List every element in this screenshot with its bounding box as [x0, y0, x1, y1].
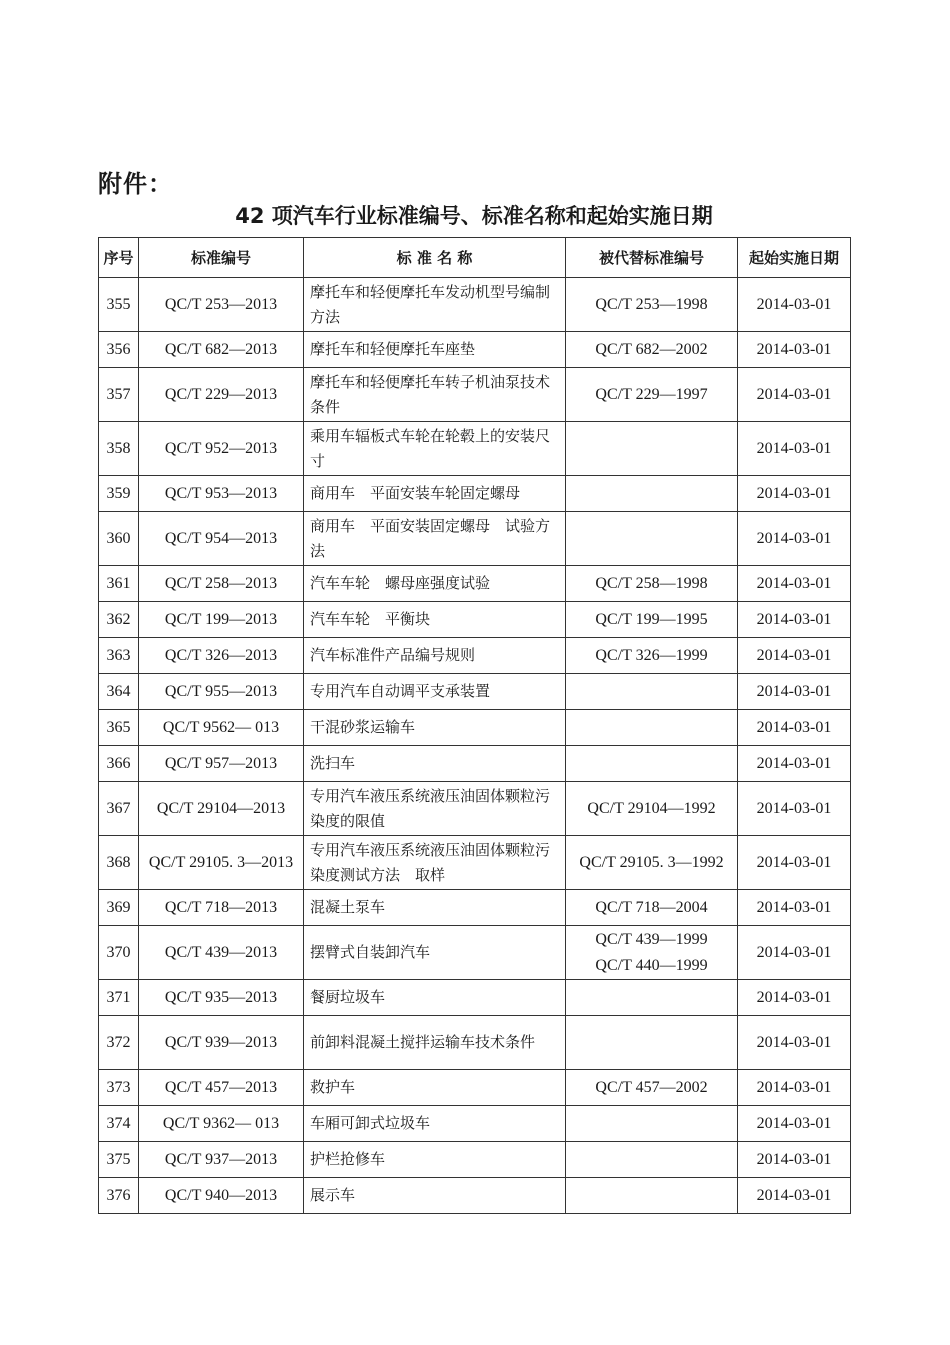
replaced-code: QC/T 199—1995 [595, 610, 708, 628]
table-row [99, 890, 851, 926]
table-row [99, 368, 851, 422]
row-replaced [566, 422, 738, 476]
row-replaced [566, 1016, 738, 1070]
row-date: 2014-03-01 [738, 1070, 851, 1106]
row-name: 汽车车轮 平衡块 [304, 602, 566, 638]
table-row [99, 674, 851, 710]
row-name: 摩托车和轻便摩托车转子机油泵技术条件 [304, 368, 566, 422]
row-seq: 373 [99, 1070, 139, 1106]
row-name: 前卸料混凝土搅拌运输车技术条件 [304, 1016, 566, 1070]
row-date: 2014-03-01 [738, 710, 851, 746]
row-replaced [566, 1142, 738, 1178]
row-date: 2014-03-01 [738, 782, 851, 836]
table-row [99, 512, 851, 566]
row-date: 2014-03-01 [738, 476, 851, 512]
row-code: QC/T 953—2013 [139, 476, 304, 512]
replaced-code: QC/T 253—1998 [595, 295, 708, 313]
row-name: 救护车 [304, 1070, 566, 1106]
row-name: 摆臂式自装卸汽车 [304, 926, 566, 980]
table-row [99, 1070, 851, 1106]
row-name: 车厢可卸式垃圾车 [304, 1106, 566, 1142]
table-row [99, 1106, 851, 1142]
row-code: QC/T 29105. 3—2013 [139, 836, 304, 890]
table-row [99, 332, 851, 368]
row-seq: 363 [99, 638, 139, 674]
row-seq: 355 [99, 278, 139, 332]
row-seq: 370 [99, 926, 139, 980]
row-name: 餐厨垃圾车 [304, 980, 566, 1016]
row-name: 混凝土泵车 [304, 890, 566, 926]
table-row [99, 836, 851, 890]
row-name: 商用车 平面安装固定螺母 试验方法 [304, 512, 566, 566]
row-date: 2014-03-01 [738, 368, 851, 422]
row-replaced [566, 746, 738, 782]
row-replaced [566, 980, 738, 1016]
header-code: 标准编号 [139, 238, 304, 278]
row-replaced [566, 566, 738, 602]
row-seq: 362 [99, 602, 139, 638]
row-code: QC/T 457—2013 [139, 1070, 304, 1106]
table-row [99, 980, 851, 1016]
row-seq: 371 [99, 980, 139, 1016]
header-date: 起始实施日期 [738, 238, 851, 278]
attachment-label: 附件： [98, 170, 173, 198]
row-date: 2014-03-01 [738, 890, 851, 926]
row-replaced [566, 638, 738, 674]
table-row [99, 926, 851, 980]
row-seq: 369 [99, 890, 139, 926]
row-date: 2014-03-01 [738, 674, 851, 710]
row-code: QC/T 258—2013 [139, 566, 304, 602]
row-seq: 375 [99, 1142, 139, 1178]
replaced-code: QC/T 682—2002 [595, 340, 708, 358]
row-name: 洗扫车 [304, 746, 566, 782]
row-replaced [566, 1178, 738, 1214]
row-seq: 368 [99, 836, 139, 890]
row-seq: 358 [99, 422, 139, 476]
row-date: 2014-03-01 [738, 1016, 851, 1070]
row-code: QC/T 29104—2013 [139, 782, 304, 836]
row-name: 乘用车辐板式车轮在轮毂上的安装尺寸 [304, 422, 566, 476]
row-replaced [566, 710, 738, 746]
row-name: 汽车车轮 螺母座强度试验 [304, 566, 566, 602]
row-seq: 357 [99, 368, 139, 422]
replaced-code: QC/T 326—1999 [595, 646, 708, 664]
row-code: QC/T 937—2013 [139, 1142, 304, 1178]
row-seq: 376 [99, 1178, 139, 1214]
row-code: QC/T 718—2013 [139, 890, 304, 926]
table-row [99, 422, 851, 476]
row-replaced [566, 278, 738, 332]
row-name: 摩托车和轻便摩托车发动机型号编制方法 [304, 278, 566, 332]
row-code: QC/T 682—2013 [139, 332, 304, 368]
row-seq: 360 [99, 512, 139, 566]
replaced-code: QC/T 440—1999 [595, 956, 708, 974]
row-date: 2014-03-01 [738, 1106, 851, 1142]
row-code: QC/T 229—2013 [139, 368, 304, 422]
standards-table [98, 237, 851, 1214]
row-code: QC/T 326—2013 [139, 638, 304, 674]
row-date: 2014-03-01 [738, 1142, 851, 1178]
replaced-code: QC/T 258—1998 [595, 574, 708, 592]
replaced-code: QC/T 439—1999 [595, 930, 708, 948]
replaced-code: QC/T 29104—1992 [587, 799, 716, 817]
row-code: QC/T 199—2013 [139, 602, 304, 638]
table-row [99, 602, 851, 638]
row-date: 2014-03-01 [738, 638, 851, 674]
row-code: QC/T 9562— 013 [139, 710, 304, 746]
row-seq: 374 [99, 1106, 139, 1142]
row-code: QC/T 940—2013 [139, 1178, 304, 1214]
row-seq: 366 [99, 746, 139, 782]
row-code: QC/T 957—2013 [139, 746, 304, 782]
row-replaced [566, 1070, 738, 1106]
table-body [99, 278, 851, 1214]
replaced-code: QC/T 718—2004 [595, 898, 708, 916]
header-name: 标 准 名 称 [304, 238, 566, 278]
row-date: 2014-03-01 [738, 746, 851, 782]
row-replaced [566, 674, 738, 710]
row-date: 2014-03-01 [738, 980, 851, 1016]
row-date: 2014-03-01 [738, 512, 851, 566]
row-seq: 359 [99, 476, 139, 512]
row-date: 2014-03-01 [738, 566, 851, 602]
row-name: 专用汽车液压系统液压油固体颗粒污染度测试方法 取样 [304, 836, 566, 890]
row-name: 商用车 平面安装车轮固定螺母 [304, 476, 566, 512]
row-code: QC/T 954—2013 [139, 512, 304, 566]
row-code: QC/T 955—2013 [139, 674, 304, 710]
row-name: 汽车标准件产品编号规则 [304, 638, 566, 674]
table-header-row [99, 238, 851, 278]
table-row [99, 1178, 851, 1214]
row-seq: 356 [99, 332, 139, 368]
row-date: 2014-03-01 [738, 602, 851, 638]
row-replaced [566, 368, 738, 422]
replaced-code: QC/T 457—2002 [595, 1078, 708, 1096]
table-row [99, 782, 851, 836]
row-seq: 361 [99, 566, 139, 602]
row-date: 2014-03-01 [738, 332, 851, 368]
row-date: 2014-03-01 [738, 278, 851, 332]
row-seq: 364 [99, 674, 139, 710]
row-name: 摩托车和轻便摩托车座垫 [304, 332, 566, 368]
row-replaced [566, 782, 738, 836]
table-row [99, 1142, 851, 1178]
row-code: QC/T 9362— 013 [139, 1106, 304, 1142]
row-code: QC/T 952—2013 [139, 422, 304, 476]
table-row [99, 566, 851, 602]
document-title: 42 项汽车行业标准编号、标准名称和起始实施日期 [235, 204, 713, 228]
table-row [99, 278, 851, 332]
row-seq: 372 [99, 1016, 139, 1070]
header-replaced: 被代替标准编号 [566, 238, 738, 278]
table-row [99, 710, 851, 746]
row-name: 护栏抢修车 [304, 1142, 566, 1178]
row-replaced [566, 332, 738, 368]
table-row [99, 746, 851, 782]
replaced-code: QC/T 229—1997 [595, 385, 708, 403]
row-replaced [566, 512, 738, 566]
row-date: 2014-03-01 [738, 422, 851, 476]
row-code: QC/T 939—2013 [139, 1016, 304, 1070]
row-name: 展示车 [304, 1178, 566, 1214]
table-row [99, 476, 851, 512]
row-seq: 365 [99, 710, 139, 746]
row-replaced [566, 476, 738, 512]
row-code: QC/T 935—2013 [139, 980, 304, 1016]
replaced-code: QC/T 29105. 3—1992 [579, 853, 724, 871]
row-name: 干混砂浆运输车 [304, 710, 566, 746]
table-row [99, 638, 851, 674]
row-name: 专用汽车自动调平支承装置 [304, 674, 566, 710]
row-date: 2014-03-01 [738, 836, 851, 890]
row-replaced [566, 890, 738, 926]
row-replaced [566, 836, 738, 890]
table-row [99, 1016, 851, 1070]
row-replaced [566, 1106, 738, 1142]
row-seq: 367 [99, 782, 139, 836]
row-replaced [566, 602, 738, 638]
header-seq: 序号 [99, 238, 139, 278]
row-replaced [566, 926, 738, 980]
row-date: 2014-03-01 [738, 926, 851, 980]
row-code: QC/T 253—2013 [139, 278, 304, 332]
row-name: 专用汽车液压系统液压油固体颗粒污染度的限值 [304, 782, 566, 836]
row-date: 2014-03-01 [738, 1178, 851, 1214]
row-code: QC/T 439—2013 [139, 926, 304, 980]
